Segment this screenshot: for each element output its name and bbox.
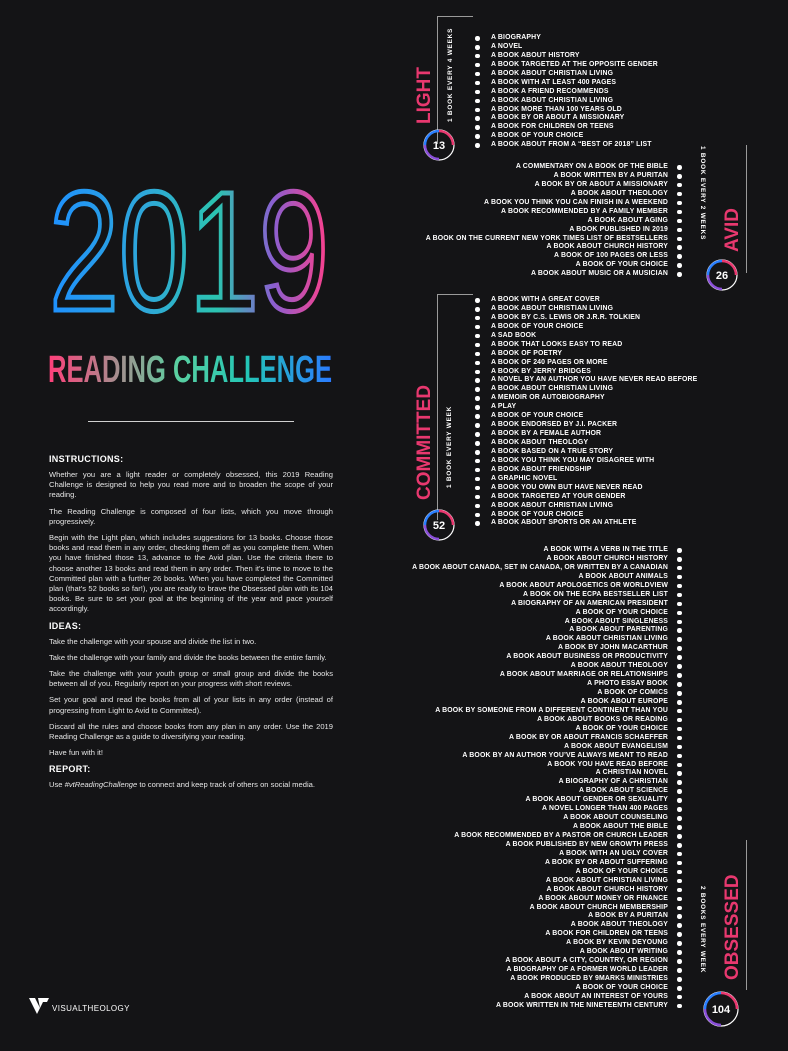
hashtag-link: #vtReadingChallenge (64, 780, 138, 790)
checklist-item[interactable]: A BOOK BY A PURITAN (412, 912, 682, 921)
avid-title: AVID (722, 208, 743, 252)
obsessed-list (412, 546, 682, 1011)
checklist-item[interactable]: A BOOK ABOUT GENDER OR SEXUALITY (412, 796, 682, 805)
checklist-item[interactable]: A BOOK OF COMICS (412, 689, 682, 698)
checklist-item[interactable]: A BOOK ABOUT EVANGELISM (412, 743, 682, 752)
obsessed-connector-line (746, 840, 747, 990)
obsessed-subtitle: 2 BOOKS EVERY WEEK (699, 886, 706, 974)
checklist-item[interactable]: A BOOK ABOUT FROM A “BEST OF 2018” LIST (475, 141, 658, 150)
checklist-item[interactable]: A BOOK ABOUT EUROPE (412, 698, 682, 707)
divider (88, 421, 294, 422)
checklist-item[interactable]: A BOOK ABOUT CHRISTIAN LIVING (412, 877, 682, 886)
checklist-item[interactable]: A BOOK YOU THINK YOU CAN FINISH IN A WEEKEND (426, 199, 682, 208)
committed-count-badge (422, 508, 456, 542)
light-list (475, 34, 658, 150)
checklist-item[interactable]: A BOOK WRITTEN IN THE NINETEENTH CENTURY (412, 1002, 682, 1011)
checklist-item[interactable]: A BOOK WITH A VERB IN THE TITLE (412, 546, 682, 555)
checklist-item[interactable]: A BOOK ABOUT MARRIAGE OR RELATIONSHIPS (412, 671, 682, 680)
checklist-item[interactable]: A SAD BOOK (475, 332, 697, 341)
light-subtitle: 1 BOOK EVERY 4 WEEKS (447, 27, 454, 122)
checklist-item[interactable]: A BOOK ABOUT CHRISTIAN LIVING (475, 385, 697, 394)
checklist-item[interactable]: A BOOK BY SOMEONE FROM A DIFFERENT CONTINENT THAN YOU (412, 707, 682, 716)
checklist-item[interactable]: A BOOK TARGETED AT YOUR GENDER (475, 493, 697, 502)
ideas-paragraph: Set your goal and read the books from all of your lists in any order (instead of progressing from Light to Avid to Committed). (49, 695, 333, 715)
ideas-paragraph: Take the challenge with your youth group or small group and divide the books between all of you. Regularly report on your progress with short reviews. (49, 669, 333, 689)
report-text: Use (49, 780, 65, 790)
checklist-item[interactable]: A BOOK ABOUT SPORTS OR AN ATHLETE (475, 519, 697, 528)
committed-subtitle: 1 BOOK EVERY WEEK (446, 405, 453, 488)
checklist-item[interactable]: A BOOK WITH A GREAT COVER (475, 296, 697, 305)
checklist-item[interactable]: A BOOK ABOUT CHRISTIAN LIVING (475, 502, 697, 511)
checklist-item[interactable]: A BOOK BASED ON A TRUE STORY (475, 448, 697, 457)
checklist-item[interactable]: A BOOK ABOUT AGING (426, 217, 682, 226)
avid-count: 26 (715, 270, 729, 282)
checklist-item[interactable]: A BOOK ON THE CURRENT NEW YORK TIMES LIST OF BESTSELLERS (426, 235, 682, 244)
svg-text:2019: 2019 (49, 157, 329, 347)
light-connector-line (437, 16, 438, 144)
ideas-paragraph: Have fun with it! (49, 748, 104, 758)
checklist-item[interactable]: A BOOK OF POETRY (475, 350, 697, 359)
checklist-item[interactable]: A BOOK TARGETED AT THE OPPOSITE GENDER (475, 61, 658, 70)
checklist-item[interactable]: A BOOK WITH AN UGLY COVER (412, 850, 682, 859)
checklist-item[interactable]: A BOOK OF YOUR CHOICE (475, 132, 658, 141)
instructions-panel (49, 454, 333, 797)
checklist-item[interactable]: A BOOK ABOUT THEOLOGY (426, 190, 682, 199)
checklist-item[interactable]: A BOOK OF YOUR CHOICE (475, 511, 697, 520)
checklist-item[interactable]: A BOOK ABOUT PARENTING (412, 626, 682, 635)
checklist-item[interactable]: A BOOK ON THE ECPA BESTSELLER LIST (412, 591, 682, 600)
checklist-item[interactable]: A BOOK OF YOUR CHOICE (412, 868, 682, 877)
committed-title: COMMITTED (414, 384, 435, 500)
checklist-item[interactable]: A BOOK ABOUT SCIENCE (412, 787, 682, 796)
year-title (44, 157, 334, 347)
checklist-item[interactable]: A BOOK ABOUT CANADA, SET IN CANADA, OR WRITTEN BY A CANADIAN (412, 564, 682, 573)
checklist-item[interactable]: A BOOK RECOMMENDED BY A FAMILY MEMBER (426, 208, 682, 217)
checklist-item[interactable]: A BOOK ABOUT CHRISTIAN LIVING (475, 305, 697, 314)
ideas-heading: IDEAS: (49, 620, 82, 631)
checklist-item[interactable]: A BOOK ABOUT MONEY OR FINANCE (412, 895, 682, 904)
checklist-item[interactable]: A PLAY (475, 403, 697, 412)
instructions-paragraph: The Reading Challenge is composed of four lists, which you move through progressively. (49, 506, 333, 526)
checklist-item[interactable]: A BOOK BY OR ABOUT A MISSIONARY (475, 114, 658, 123)
checklist-item[interactable]: A BOOK OF 240 PAGES OR MORE (475, 359, 697, 368)
checklist-item[interactable]: A BIOGRAPHY OF AN AMERICAN PRESIDENT (412, 600, 682, 609)
checklist-item[interactable]: A BOOK ENDORSED BY J.I. PACKER (475, 421, 697, 430)
checklist-item[interactable]: A BOOK PUBLISHED BY NEW GROWTH PRESS (412, 841, 682, 850)
checklist-item[interactable]: A BOOK ABOUT FRIENDSHIP (475, 466, 697, 475)
checklist-item[interactable]: A BOOK ABOUT ANIMALS (412, 573, 682, 582)
checklist-item[interactable]: A BOOK ABOUT THEOLOGY (412, 662, 682, 671)
checklist-item[interactable]: A BOOK MORE THAN 100 YEARS OLD (475, 106, 658, 115)
checklist-item[interactable]: A BOOK ABOUT APOLOGETICS OR WORLDVIEW (412, 582, 682, 591)
checklist-item[interactable]: A BIOGRAPHY (475, 34, 658, 43)
checklist-item[interactable]: A BOOK YOU THINK YOU MAY DISAGREE WITH (475, 457, 697, 466)
checklist-item[interactable]: A BOOK ABOUT CHURCH HISTORY (412, 886, 682, 895)
checklist-item[interactable]: A CHRISTIAN NOVEL (412, 769, 682, 778)
checklist-item[interactable]: A BOOK THAT LOOKS EASY TO READ (475, 341, 697, 350)
checklist-item[interactable]: A BOOK FOR CHILDREN OR TEENS (412, 930, 682, 939)
checklist-item[interactable]: A NOVEL BY AN AUTHOR YOU HAVE NEVER READ BEFORE (475, 376, 697, 385)
avid-count-badge (705, 258, 739, 292)
checklist-item[interactable]: A BOOK ABOUT THE BIBLE (412, 823, 682, 832)
checklist-item[interactable]: A BOOK BY OR ABOUT FRANCIS SCHAEFFER (412, 734, 682, 743)
checklist-item[interactable]: A BOOK OF YOUR CHOICE (426, 261, 682, 270)
committed-connector-line (437, 294, 473, 295)
checklist-item[interactable]: A BOOK A FRIEND RECOMMENDS (475, 88, 658, 97)
checklist-item[interactable]: A BOOK ABOUT HISTORY (475, 52, 658, 61)
checklist-item[interactable]: A BOOK OF YOUR CHOICE (412, 984, 682, 993)
light-count-badge (422, 128, 456, 162)
checklist-item[interactable]: A BOOK OF 100 PAGES OR LESS (426, 252, 682, 261)
checklist-item[interactable]: A BOOK ABOUT COUNSELING (412, 814, 682, 823)
logo-text: VISUALTHEOLOGY (52, 1004, 130, 1013)
checklist-item[interactable]: A BOOK ABOUT CHURCH HISTORY (426, 243, 682, 252)
checklist-item[interactable]: A BOOK FOR CHILDREN OR TEENS (475, 123, 658, 132)
svg-text:READING CHALLENGE: READING CHALLENGE (48, 349, 332, 391)
checklist-item[interactable]: A BOOK ABOUT THEOLOGY (475, 439, 697, 448)
checklist-item[interactable]: A BOOK BY A FEMALE AUTHOR (475, 430, 697, 439)
instructions-heading: INSTRUCTIONS: (49, 454, 124, 464)
avid-subtitle: 1 BOOK EVERY 2 WEEKS (699, 146, 706, 241)
light-count: 13 (432, 140, 446, 152)
checklist-item[interactable]: A BIOGRAPHY OF A CHRISTIAN (412, 778, 682, 787)
instructions-paragraph: Begin with the Light plan, which includes suggestions for 13 books. Choose those books and read them in any order, checking them off as you complete them. When you have finished those 13, advance to the Avid plan. Use the criteria there to choose another 13 books and read them in any order. Then it's time to move to the Committed plan with a further 26 books. When you have completed the Committed plan (that's 52 books so far!), you are ready to brave the Obsessed plan with its 104 books. Be sure to set your goal at the beginning of the year and pace yourself accordingly. (49, 533, 333, 614)
checklist-item[interactable]: A BOOK PUBLISHED IN 2019 (426, 226, 682, 235)
checklist-item[interactable]: A BOOK BY AN AUTHOR YOU’VE ALWAYS MEANT TO READ (412, 752, 682, 761)
checklist-item[interactable]: A MEMOIR OR AUTOBIOGRAPHY (475, 394, 697, 403)
checklist-item[interactable]: A BOOK ABOUT CHRISTIAN LIVING (475, 70, 658, 79)
checklist-item[interactable]: A BOOK ABOUT A CITY, COUNTRY, OR REGION (412, 957, 682, 966)
visual-theology-logo-icon (28, 996, 50, 1016)
checklist-item[interactable]: A BOOK ABOUT CHRISTIAN LIVING (475, 97, 658, 106)
checklist-item[interactable]: A BOOK BY OR ABOUT SUFFERING (412, 859, 682, 868)
checklist-item[interactable]: A BOOK ABOUT AN INTEREST OF YOURS (412, 993, 682, 1002)
light-connector-line (437, 16, 473, 17)
checklist-item[interactable]: A BOOK BY OR ABOUT A MISSIONARY (426, 181, 682, 190)
checklist-item[interactable]: A BOOK RECOMMENDED BY A PASTOR OR CHURCH LEADER (412, 832, 682, 841)
checklist-item[interactable]: A BOOK ABOUT MUSIC OR A MUSICIAN (426, 270, 682, 279)
checklist-item[interactable]: A BOOK ABOUT CHURCH MEMBERSHIP (412, 904, 682, 913)
obsessed-count-badge (702, 990, 740, 1028)
obsessed-count: 104 (711, 1004, 731, 1016)
checklist-item[interactable]: A BOOK YOU OWN BUT HAVE NEVER READ (475, 484, 697, 493)
report-heading: REPORT: (49, 764, 91, 775)
checklist-item[interactable]: A BOOK ABOUT THEOLOGY (412, 921, 682, 930)
checklist-item[interactable]: A BOOK YOU HAVE READ BEFORE (412, 761, 682, 770)
checklist-item[interactable]: A BOOK WRITTEN BY A PURITAN (426, 172, 682, 181)
checklist-item[interactable]: A BOOK BY KEVIN DEYOUNG (412, 939, 682, 948)
checklist-item[interactable]: A BOOK OF YOUR CHOICE (475, 323, 697, 332)
checklist-item[interactable]: A PHOTO ESSAY BOOK (412, 680, 682, 689)
checklist-item[interactable]: A BOOK WITH AT LEAST 400 PAGES (475, 79, 658, 88)
checklist-item[interactable]: A BOOK ABOUT BUSINESS OR PRODUCTIVITY (412, 653, 682, 662)
checklist-item[interactable]: A BOOK OF YOUR CHOICE (475, 412, 697, 421)
checklist-item[interactable]: A BOOK ABOUT WRITING (412, 948, 682, 957)
report-text: to connect and keep track of others on social media. (137, 780, 315, 790)
checklist-item[interactable]: A BOOK ABOUT BOOKS OR READING (412, 716, 682, 725)
checklist-item[interactable]: A BOOK ABOUT CHURCH HISTORY (412, 555, 682, 564)
instructions-paragraph: Whether you are a light reader or completely obsessed, this 2019 Reading Challenge is designed to help you read more and to broaden the scope of your reading. (49, 470, 333, 500)
reading-challenge-subtitle (46, 344, 336, 390)
committed-connector-line (437, 294, 438, 520)
checklist-item[interactable]: A BOOK BY C.S. LEWIS OR J.R.R. TOLKIEN (475, 314, 697, 323)
obsessed-title: OBSESSED (722, 874, 743, 980)
checklist-item[interactable]: A BOOK OF YOUR CHOICE (412, 725, 682, 734)
avid-connector-line (746, 145, 747, 273)
checklist-item[interactable]: A NOVEL (475, 43, 658, 52)
ideas-paragraph: Take the challenge with your spouse and divide the list in two. (49, 636, 257, 646)
checklist-item[interactable]: A BOOK BY JOHN MACARTHUR (412, 644, 682, 653)
checklist-item[interactable]: A GRAPHIC NOVEL (475, 475, 697, 484)
checklist-item[interactable]: A BOOK ABOUT CHRISTIAN LIVING (412, 635, 682, 644)
checklist-item[interactable]: A BOOK PRODUCED BY 9MARKS MINISTRIES (412, 975, 682, 984)
checklist-item[interactable]: A BOOK BY JERRY BRIDGES (475, 368, 697, 377)
checklist-item[interactable]: A BOOK ABOUT SINGLENESS (412, 618, 682, 627)
checklist-item[interactable]: A BIOGRAPHY OF A FORMER WORLD LEADER (412, 966, 682, 975)
report-paragraph (49, 780, 333, 790)
committed-count: 52 (432, 520, 446, 532)
light-title: LIGHT (414, 67, 435, 124)
checklist-item[interactable]: A COMMENTARY ON A BOOK OF THE BIBLE (426, 163, 682, 172)
checklist-item[interactable]: A BOOK OF YOUR CHOICE (412, 609, 682, 618)
ideas-paragraph: Take the challenge with your family and divide the books between the entire family. (49, 652, 327, 662)
avid-list (426, 163, 682, 279)
committed-list (475, 296, 697, 528)
ideas-paragraph: Discard all the rules and choose books from any plan in any order. Use the 2019 Reading Challenge as a guide to diversifying your reading. (49, 721, 333, 742)
checklist-item[interactable]: A NOVEL LONGER THAN 400 PAGES (412, 805, 682, 814)
